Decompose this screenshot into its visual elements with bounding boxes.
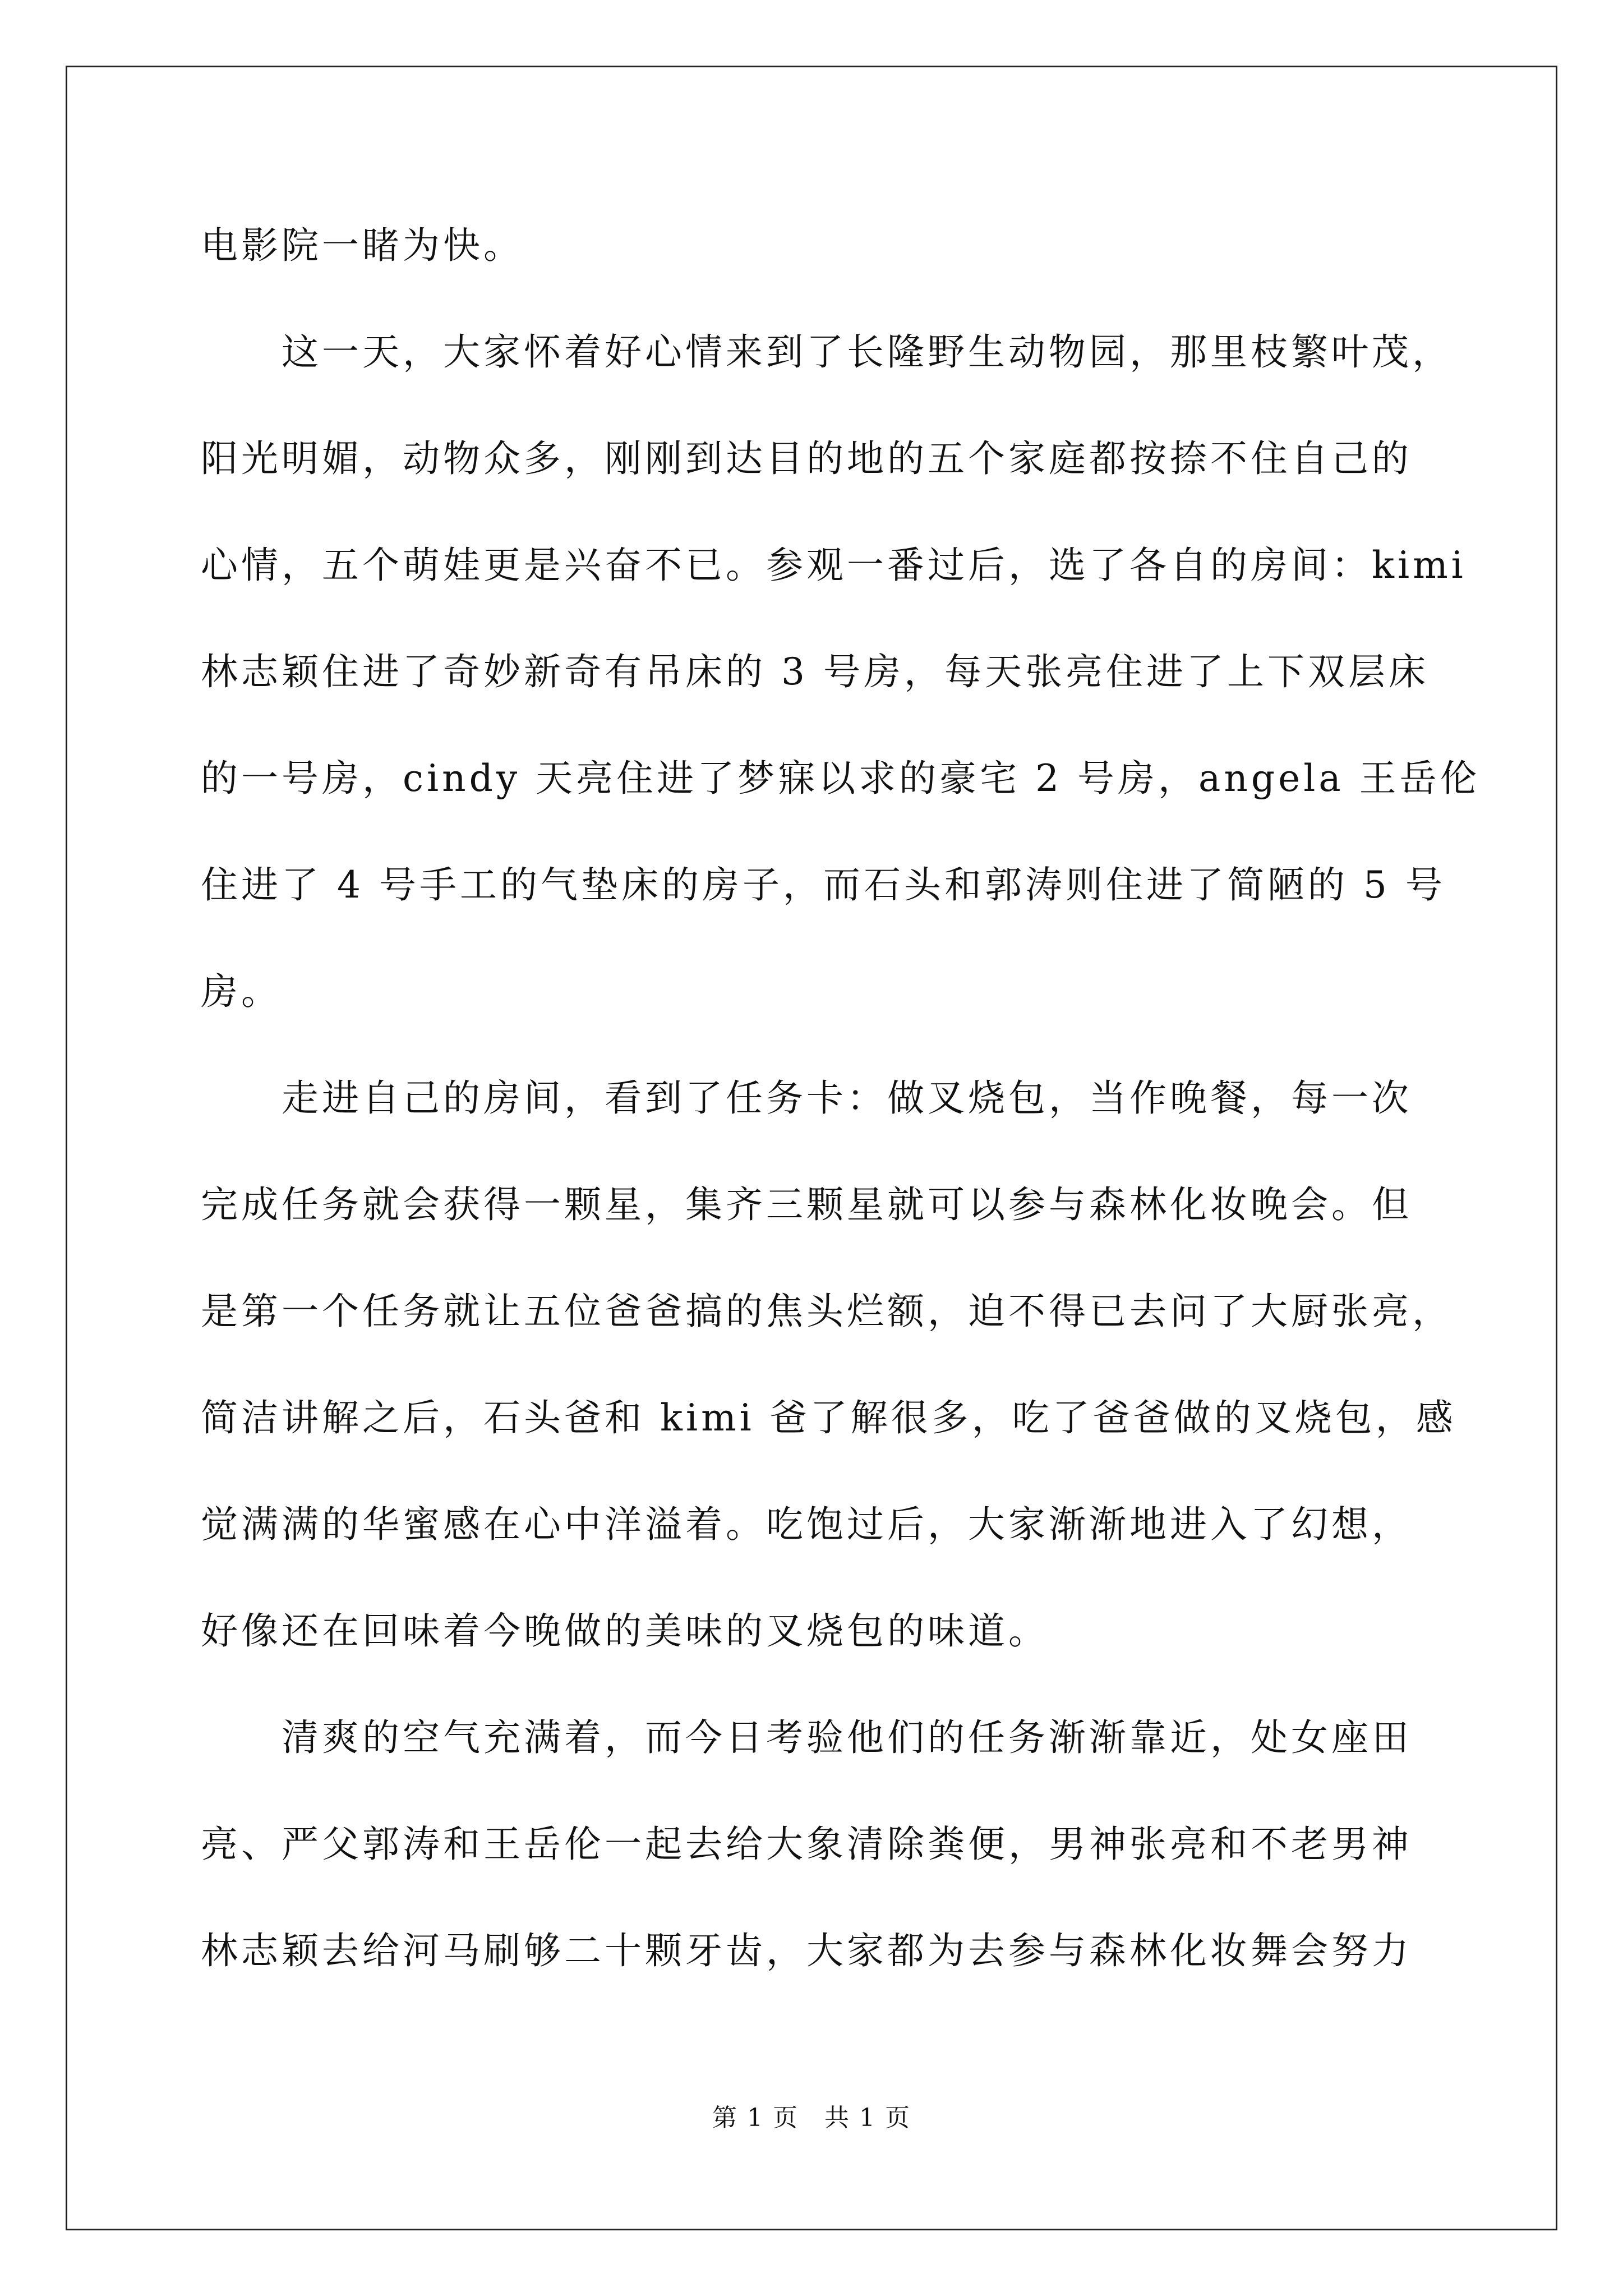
text-line: 觉满满的华蜜感在心中洋溢着。吃饱过后，大家渐渐地进入了幻想， xyxy=(201,1503,1412,1546)
text-line: 心情，五个萌娃更是兴奋不已。参观一番过后，选了各自的房间：kimi xyxy=(201,544,1467,587)
text-line: 林志颖去给河马刷够二十颗牙齿，大家都为去参与森林化妆舞会努力 xyxy=(201,1929,1412,1972)
text-line: 走进自己的房间，看到了任务卡：做叉烧包，当作晚餐，每一次 xyxy=(282,1076,1412,1120)
text-line: 简洁讲解之后，石头爸和 kimi 爸了解很多，吃了爸爸做的叉烧包，感 xyxy=(201,1396,1456,1439)
text-line: 电影院一睹为快。 xyxy=(201,224,524,267)
text-line: 这一天，大家怀着好心情来到了长隆野生动物园，那里枝繁叶茂， xyxy=(282,330,1453,374)
text-line: 阳光明媚，动物众多，刚刚到达目的地的五个家庭都按捺不住自己的 xyxy=(201,437,1412,480)
text-line: 亮、严父郭涛和王岳伦一起去给大象清除粪便，男神张亮和不老男神 xyxy=(201,1823,1412,1866)
text-line: 好像还在回味着今晚做的美味的叉烧包的味道。 xyxy=(201,1609,1049,1653)
text-line: 的一号房，cindy 天亮住进了梦寐以求的豪宅 2 号房，angela 王岳伦 xyxy=(201,757,1481,800)
text-line: 林志颖住进了奇妙新奇有吊床的 3 号房，每天张亮住进了上下双层床 xyxy=(201,650,1429,693)
text-line: 是第一个任务就让五位爸爸搞的焦头烂额，迫不得已去问了大厨张亮， xyxy=(201,1290,1453,1333)
text-line: 住进了 4 号手工的气垫床的房子，而石头和郭涛则住进了简陋的 5 号 xyxy=(201,863,1446,907)
text-line: 清爽的空气充满着，而今日考验他们的任务渐渐靠近，处女座田 xyxy=(282,1716,1412,1759)
text-line: 完成任务就会获得一颗星，集齐三颗星就可以参与森林化妆晚会。但 xyxy=(201,1183,1412,1226)
text-line: 房。 xyxy=(201,970,282,1013)
page-border xyxy=(66,66,1557,2230)
page-footer: 第 1 页 共 1 页 xyxy=(712,2104,911,2132)
